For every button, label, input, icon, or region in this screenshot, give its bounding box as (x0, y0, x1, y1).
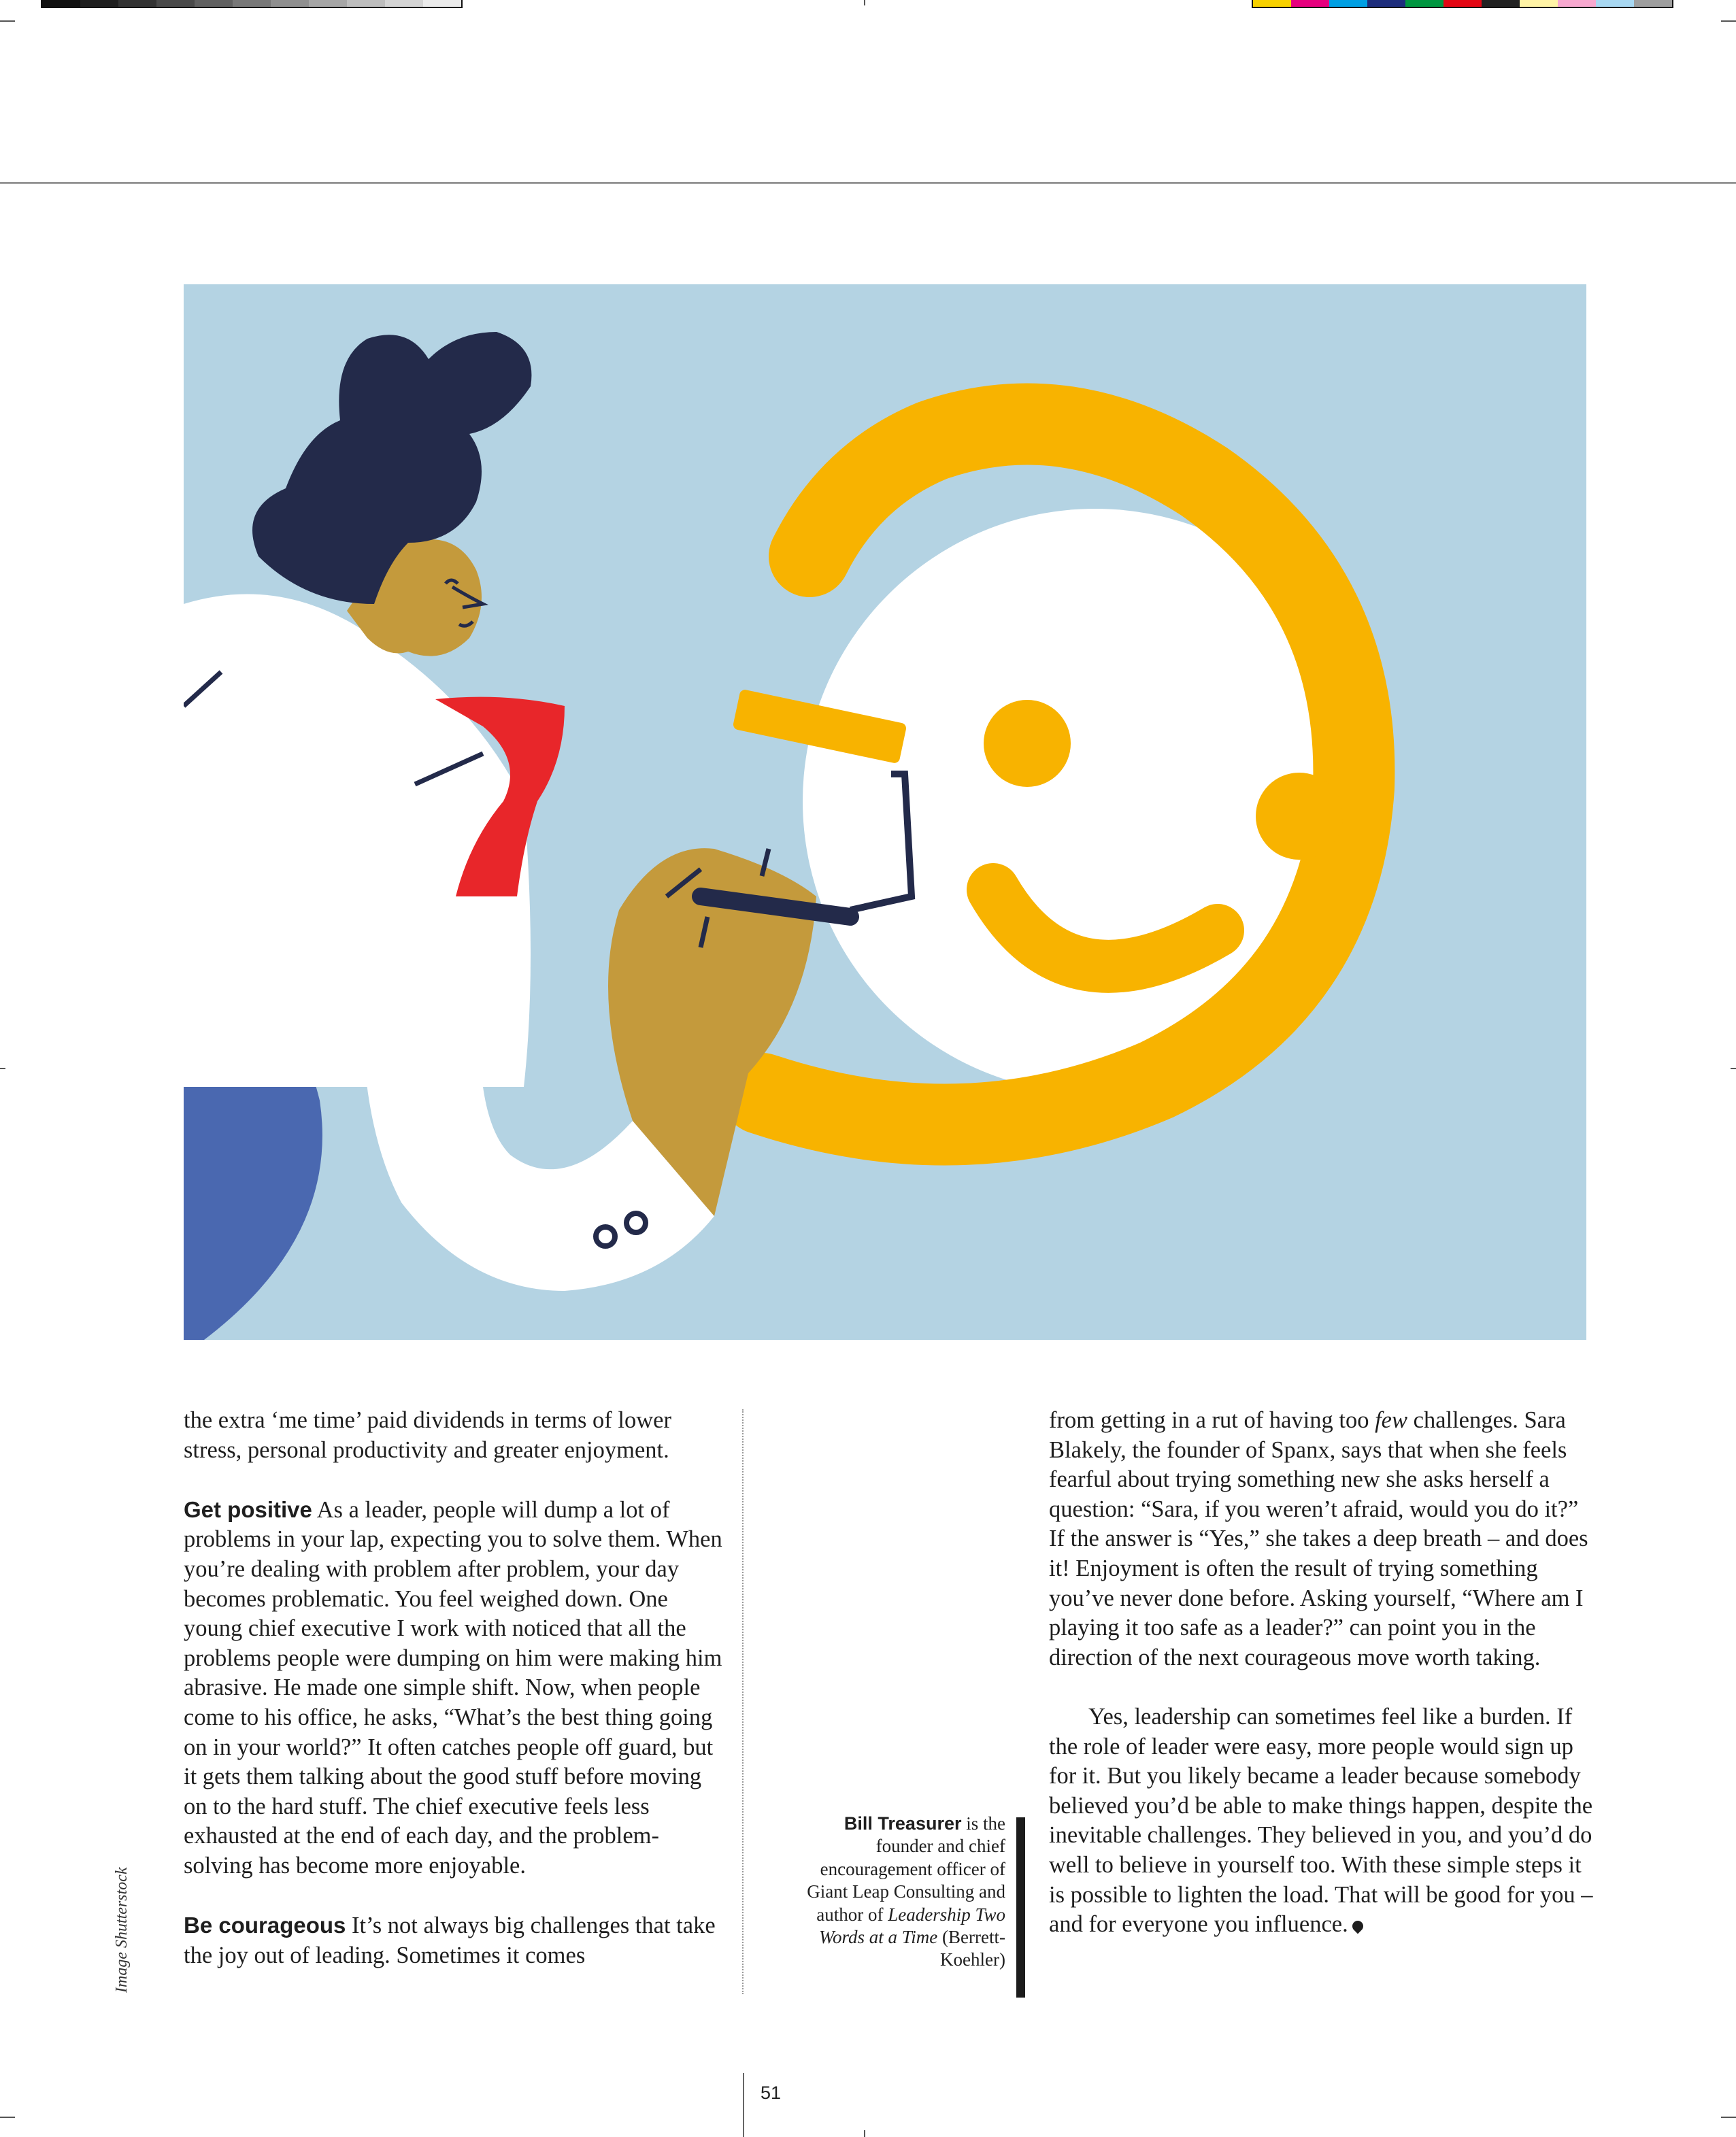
color-swatch (195, 0, 233, 7)
paragraph-closing (1049, 1702, 1593, 1940)
text: Yes, leadership can sometimes feel like a burden. If the role of leader were easy, more people would sign up for it. But you likely became a leader because somebody believed you’d be able to make things happen, despite the inevitable challenges. They believed in you, and you’d do well to believe in yourself too. With these simple steps it is possible to lighten the load. That will be good for you – and for everyone you influence. (1049, 1703, 1593, 1938)
color-swatch (1253, 0, 1291, 7)
subheading-be-courageous: Be courageous (184, 1913, 346, 1938)
emphasis: few (1375, 1407, 1407, 1433)
print-colorbar-left (41, 0, 463, 8)
registration-mark (1731, 1068, 1736, 1069)
book-title: Leadership Two Words at a Time (819, 1904, 1005, 1948)
color-swatch (1405, 0, 1443, 7)
footer-rule (743, 2073, 744, 2137)
author-bio (789, 1813, 1005, 1972)
color-swatch (347, 0, 385, 7)
article-column-left (184, 1406, 728, 1970)
color-swatch (42, 0, 80, 7)
smiley-right-eye (1256, 773, 1343, 860)
article-column-right (1049, 1406, 1593, 1940)
registration-mark (0, 1068, 5, 1069)
color-swatch (385, 0, 423, 7)
column-divider (742, 1409, 744, 1994)
crop-mark (0, 20, 15, 22)
color-swatch (1558, 0, 1596, 7)
paragraph-be-courageous (184, 1911, 728, 1970)
color-swatch (309, 0, 347, 7)
bio-text: is the founder and chief encouragement officer of Giant Leap Consulting and author of (807, 1813, 1005, 1925)
color-swatch (423, 0, 461, 7)
bio-accent-bar (1016, 1817, 1025, 1998)
hair (252, 332, 531, 604)
illustration-leader-painting-smiley (184, 284, 1586, 1340)
color-swatch (1329, 0, 1367, 7)
text: challenges. Sara Blakely, the founder of Spanx, says that when she feels fearful about trying something new she asks herself a question: “Sara, if you weren’t afraid, would you do it?” If the answer is “Yes,” she takes a deep breath – and does it! Enjoyment is often the result of trying something you’ve never done before. Asking yourself, “Where am I playing it too safe as a leader?” can point you in the direction of the next courageous move worth taking. (1049, 1407, 1588, 1670)
crop-mark (864, 2130, 865, 2137)
color-swatch (1596, 0, 1634, 7)
color-swatch (1634, 0, 1672, 7)
color-swatch (1367, 0, 1405, 7)
color-swatch (118, 0, 156, 7)
crop-mark (864, 0, 865, 5)
color-swatch (80, 0, 118, 7)
author-name: Bill Treasurer (844, 1813, 962, 1834)
paragraph: the extra ‘me time’ paid dividends in terms of lower stress, personal productivity and greater enjoyment. (184, 1407, 671, 1463)
paragraph-get-positive (184, 1495, 728, 1881)
smiley-left-eye (984, 700, 1071, 787)
paragraph-body: It’s not always big challenges that take the joy out of leading. Sometimes it comes (184, 1913, 716, 1968)
color-swatch (1291, 0, 1329, 7)
crop-mark (0, 2117, 15, 2118)
bio-publisher: (Berrett-Koehler) (937, 1927, 1005, 1970)
crop-mark (1721, 20, 1736, 22)
end-of-article-icon (1350, 1919, 1365, 1934)
page-number: 51 (761, 2083, 782, 2103)
paragraph-body: As a leader, people will dump a lot of problems in your lap, expecting you to solve them. When you’re dealing with problem after problem, your day becomes problematic. You feel weighed down. One young chief executive I work with noticed that all the problems people were dumping on him were making him abrasive. He made one simple shift. Now, when people come to his office, he asks, “What’s the best thing going on in your world?” It often catches people off guard, but it gets them talking about the good stuff before moving on to the hard stuff. The chief executive feels less exhausted at the end of each day, and the problem-solving has become more enjoyable. (184, 1496, 722, 1879)
color-swatch (1482, 0, 1520, 7)
color-swatch (271, 0, 309, 7)
text: from getting in a rut of having too (1049, 1407, 1375, 1433)
color-swatch (233, 0, 271, 7)
color-swatch (156, 0, 195, 7)
subheading-get-positive: Get positive (184, 1496, 312, 1522)
header-rule (0, 182, 1736, 184)
illustration-svg (184, 284, 1586, 1340)
image-credit: Image Shutterstock (113, 1867, 131, 1993)
crop-mark (1721, 2117, 1736, 2118)
paragraph (1049, 1406, 1593, 1672)
color-swatch (1520, 0, 1558, 7)
print-colorbar-right (1252, 0, 1673, 8)
color-swatch (1443, 0, 1482, 7)
